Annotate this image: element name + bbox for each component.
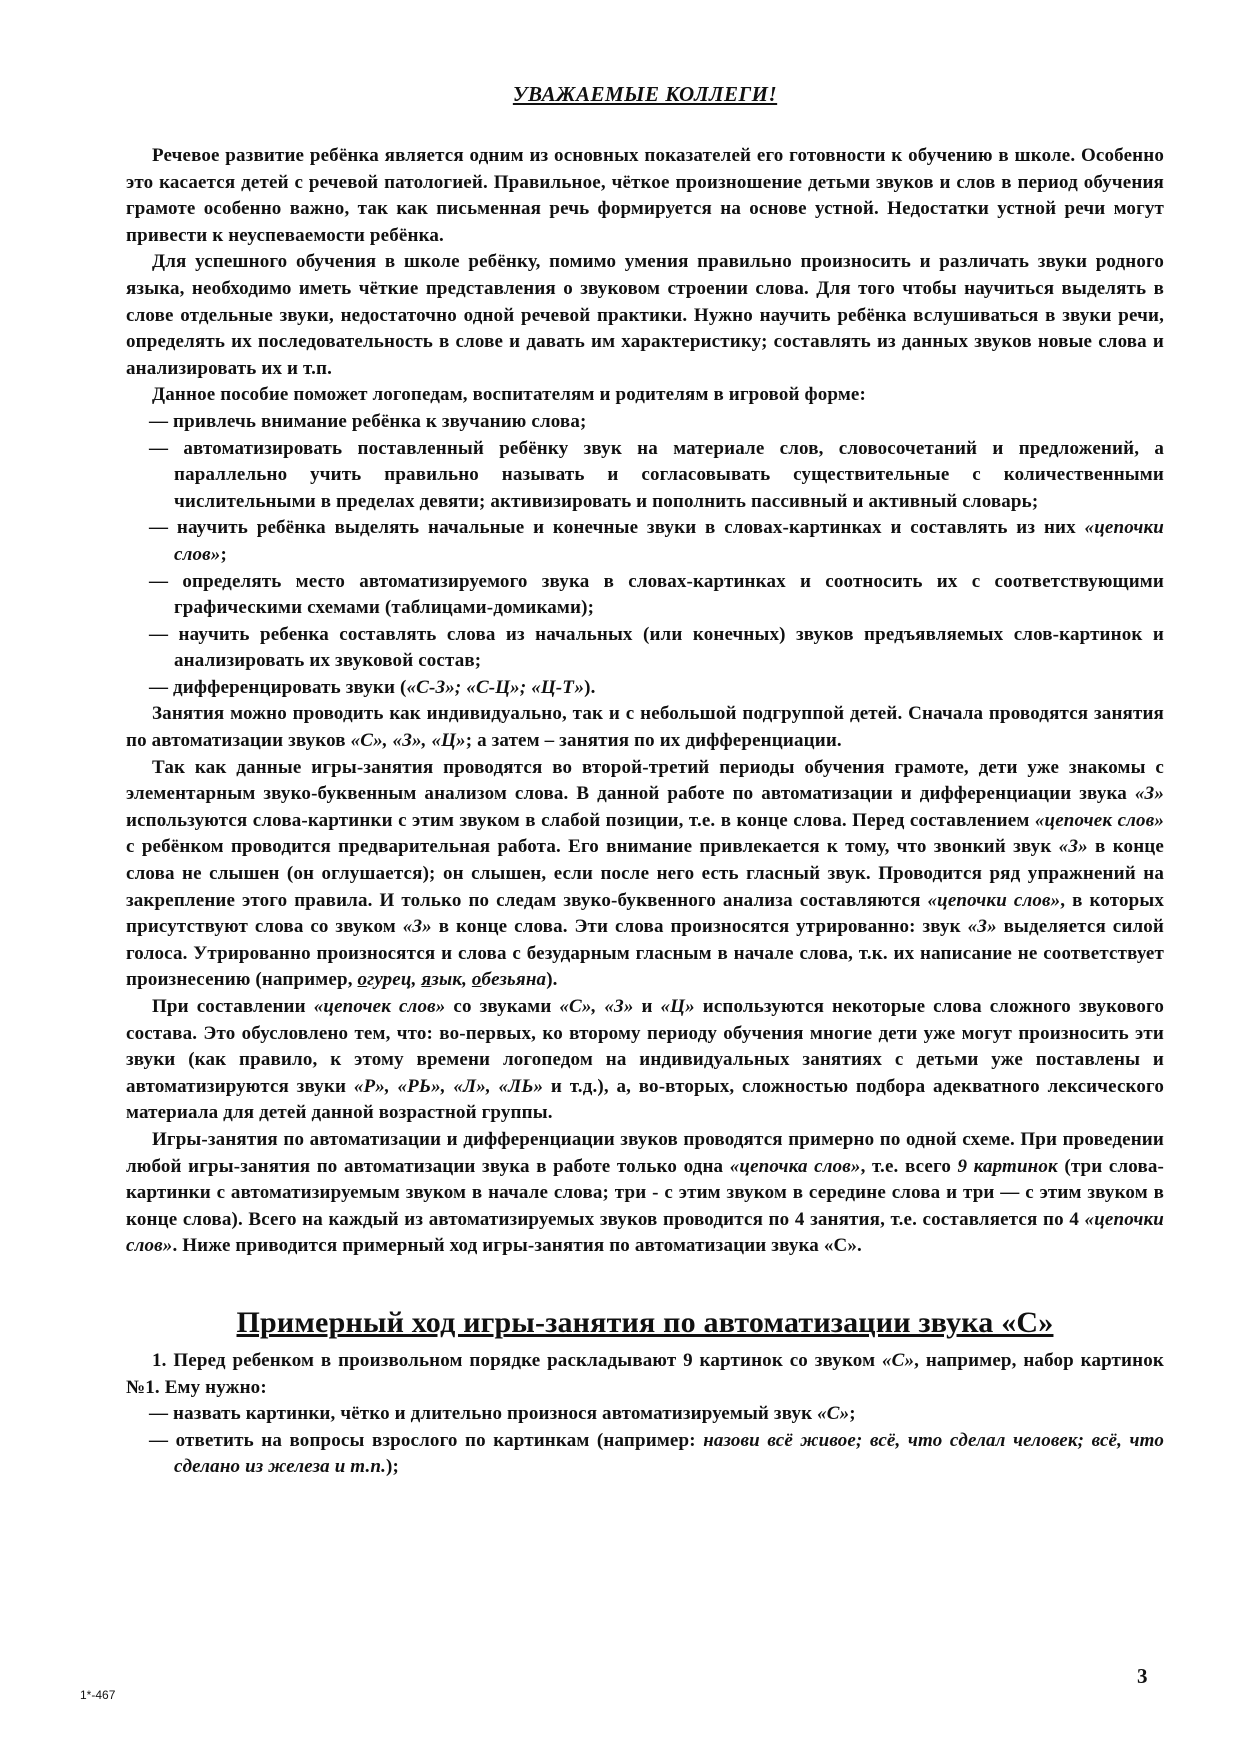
text: (три слова-картинки с автоматизируемым звуком в начале слова; три - с этим звуком в середине слова и три — с этим звуком в конце слова). Всего на каждый из автоматизируемых звуков проводится по 4 занятия, т.е. составляется по 4 bbox=[126, 1155, 1164, 1230]
separator: , bbox=[462, 969, 472, 991]
goal-item: — привлечь внимание ребёнка к звучанию слова; bbox=[149, 410, 587, 432]
text: используются слова-картинки с этим звуком в слабой позиции, т.е. в конце слова. Перед составлением bbox=[126, 809, 1035, 831]
page-number: 3 bbox=[1137, 1664, 1148, 1688]
step-item bbox=[126, 1401, 1164, 1428]
emphasis-term: «С», «З» bbox=[559, 996, 634, 1017]
text: ); bbox=[386, 1456, 399, 1478]
text: со звуками bbox=[445, 996, 560, 1017]
emphasis-term: «Р», «РЬ», «Л», «ЛЬ» bbox=[353, 1075, 544, 1097]
emphasis-term: «З» bbox=[1134, 783, 1164, 805]
emphasis-term: «З» bbox=[1058, 836, 1088, 858]
goal-text: — научить ребёнка выделять начальные и конечные звуки в словах-картинках и составлять из них bbox=[149, 517, 1085, 539]
emphasis-term: назови всё живое; всё, что сделал человек; всё, что сделано из железа и т.п. bbox=[174, 1429, 1164, 1478]
example-word bbox=[358, 969, 547, 990]
text: — ответить на вопросы взрослого по картинкам (например: bbox=[149, 1429, 704, 1451]
text: 1. Перед ребенком в произвольном порядке раскладывают 9 картинок со звуком bbox=[152, 1349, 882, 1371]
emphasis-term: 9 картинок bbox=[957, 1155, 1058, 1177]
emphasis-term: «З» bbox=[967, 916, 997, 938]
separator: , bbox=[411, 969, 422, 991]
word-rest: гурец bbox=[367, 969, 412, 991]
text: и т.д.), а, во-вторых, сложностью подбора адекватного лексического материала для детей данной возрастной группы. bbox=[126, 1075, 1164, 1124]
print-code: 1*-467 bbox=[80, 1688, 116, 1702]
text: , в которых присутствуют слова со звуком bbox=[126, 889, 1164, 938]
emphasis-term: «С-З»; «С-Ц»; «Ц-Т» bbox=[406, 676, 585, 698]
paragraph-manual-purpose: Данное пособие поможет логопедам, воспитателям и родителям в игровой форме: bbox=[152, 384, 866, 406]
step-item bbox=[126, 1428, 1164, 1481]
text: ; а затем – занятия по их дифференциации. bbox=[465, 730, 842, 752]
text: , например, набор картинок №1. Ему нужно: bbox=[126, 1349, 1164, 1398]
text: — назвать картинки, чётко и длительно произнося автоматизируемый звук bbox=[149, 1403, 818, 1425]
text: и bbox=[633, 996, 661, 1017]
goal-item: — автоматизировать поставленный ребёнку звук на материале слов, словосочетаний и предложений, а параллельно учить правильно называть и согласовывать существительные с количественными числительными в пределах девяти; активизировать и пополнить пассивный и активный словарь; bbox=[149, 437, 1164, 512]
text: ; bbox=[849, 1403, 856, 1425]
emphasis-term: «Ц» bbox=[660, 996, 695, 1017]
text: , т.е. всего bbox=[860, 1155, 958, 1177]
word-rest: безьяна bbox=[481, 969, 547, 991]
goal-item bbox=[126, 675, 1164, 702]
text: выделяется силой голоса. Утрированно произносятся и слова с безударным гласным в начале слова, т.к. их написание не соответствует произнесению (например, bbox=[126, 916, 1164, 991]
emphasis-term: «С», «З», «Ц» bbox=[350, 730, 466, 752]
emphasis-term: «З» bbox=[402, 916, 432, 938]
page-title: УВАЖАЕМЫЕ КОЛЛЕГИ! bbox=[512, 82, 778, 106]
text: в конце слова не слышен (он оглушается); он слышен, если после него есть гласный звук. Проводится ряд упражнений на закрепление этого правила. И только по следам звуко-буквенного анализа составляются bbox=[126, 836, 1164, 911]
emphasis-term: «С» bbox=[881, 1349, 915, 1371]
text: Занятия можно проводить как индивидуально, так и с небольшой подгруппой детей. Сначала проводятся занятия по автоматизации звуков bbox=[126, 703, 1164, 752]
paragraph-intro: Речевое развитие ребёнка является одним из основных показателей его готовности к обучению в школе. Особенно это касается детей с речевой патологией. Правильное, чёткое произношение детьми звуков и слов в период обучения грамоте особенно важно, так как письменная речь формируется на основе устной. Недостатки устной речи могут привести к неуспеваемости ребёнка. bbox=[126, 145, 1164, 246]
emphasis-term: «цепочки слов» bbox=[126, 1208, 1164, 1257]
goals-list bbox=[126, 409, 1164, 702]
paragraph-sessions bbox=[126, 701, 1164, 754]
emphasis-term: «цепочек слов» bbox=[1034, 809, 1164, 831]
underlined-letter: я bbox=[421, 969, 432, 991]
text: с ребёнком проводится предварительная работа. Его внимание привлекается к тому, что звонкий звук bbox=[126, 836, 1059, 858]
emphasis-term: «С» bbox=[817, 1403, 850, 1425]
text: Так как данные игры-занятия проводятся во второй-третий периоды обучения грамоте, дети уже знакомы с элементарным звуко-буквенным анализом слова. В данной работе по автоматизации и дифференциации звука bbox=[126, 756, 1164, 805]
paragraph-complex-words bbox=[126, 994, 1164, 1127]
paragraph-sound-z bbox=[126, 755, 1164, 994]
goal-text: ; bbox=[220, 543, 227, 565]
emphasis-term: «цепочки слов» bbox=[927, 889, 1061, 911]
text: При составлении bbox=[152, 996, 314, 1017]
underlined-letter: о bbox=[471, 969, 482, 991]
step-1-list bbox=[126, 1401, 1164, 1481]
paragraph-learning: Для успешного обучения в школе ребёнку, помимо умения правильно произносить и различать звуки родного языка, необходимо иметь чёткие представления о звуковом строении слова. Для того чтобы научиться выделять в слове отдельные звуки, недостаточно одной речевой практики. Нужно научить ребёнка вслушиваться в звуки речи, определять их последовательность в слове и давать им характеристику; составлять из данных звуков новые слова и анализировать их и т.п. bbox=[126, 251, 1164, 379]
goal-item: — определять место автоматизируемого звука в словах-картинках и соотносить их с соответствующими графическими схемами (таблицами-домиками); bbox=[149, 570, 1164, 619]
underlined-letter: о bbox=[357, 969, 368, 991]
document-page bbox=[126, 62, 1164, 1481]
paragraph-step-1 bbox=[126, 1348, 1164, 1401]
paragraph-scheme bbox=[126, 1127, 1164, 1260]
section-heading: Примерный ход игры-занятия по автоматизации звука «С» bbox=[236, 1305, 1054, 1339]
goal-text: ). bbox=[584, 676, 596, 698]
text: используются некоторые слова сложного звукового состава. Это обусловлено тем, что: во-первых, ко второму периоду обучения многие дети уже могут произносить эти звуки (как правило, к этому времени логопедом на индивидуальных занятиях с детьми уже поставлены и автоматизируются звуки bbox=[126, 996, 1164, 1097]
goal-text: — дифференцировать звуки ( bbox=[149, 676, 407, 698]
word-rest: зык bbox=[431, 969, 463, 991]
text: . Ниже приводится примерный ход игры-занятия по автоматизации звука «С». bbox=[172, 1235, 862, 1257]
text: в конце слова. Эти слова произносятся утрированно: звук bbox=[431, 916, 968, 938]
emphasis-term: «цепочки слов» bbox=[174, 517, 1164, 565]
emphasis-term: «цепочка слов» bbox=[729, 1155, 861, 1177]
goal-item: — научить ребенка составлять слова из начальных (или конечных) звуков предъявляемых слов-картинок и анализировать их звуковой состав; bbox=[149, 623, 1164, 672]
text: ). bbox=[546, 969, 558, 991]
goal-item bbox=[126, 515, 1164, 568]
text: Игры-занятия по автоматизации и дифференциации звуков проводятся примерно по одной схеме. При проведении любой игры-занятия по автоматизации звука в работе только одна bbox=[126, 1128, 1164, 1177]
emphasis-term: «цепочек слов» bbox=[313, 996, 446, 1017]
